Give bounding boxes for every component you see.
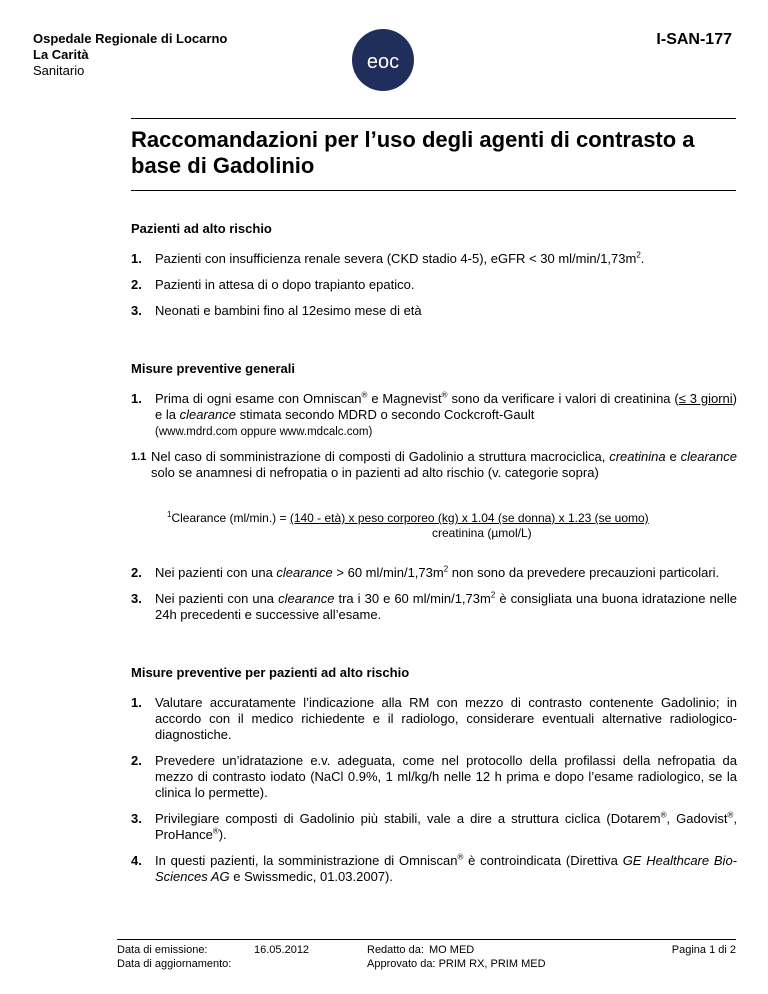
section-heading-high-risk: Pazienti ad alto rischio [131,221,272,236]
list-item: 2. Nei pazienti con una clearance > 60 $ml/\min/1,73m^2$ non sono da prevedere precauzioni particolari. [131,564,720,580]
section-heading-general-measures: Misure preventive generali [131,361,296,376]
list-item: 1. Prima di ogni esame con Omniscan® e Magnevist® sono da verificare i valori di creatinina (≤ 3 giorni) e la clearance stimata secondo MDRD o secondo Cockcroft-Gault (www.mdrd.com oppure www.mdcalc.com) [131,390,738,438]
list-item: 2. Pazienti in attesa di o dopo trapianto epatico. [131,277,415,292]
list-item: 2. Prevedere un’idratazione e.v. adeguata, come nel protocollo della profilassi della nefropatia da mezzo di contrasto iodato (NaCl 0.9%, 1 ml/kg/h nelle 12 h prima e dopo l’esame radiologico, se la clinica lo permette). [131,753,737,800]
eoc-logo [351,28,415,92]
issue-date: 16.05.2012 [254,944,310,956]
document-id: I-SAN-177 [656,31,732,48]
page-number: Pagina 1 di 2 [671,944,736,956]
written-by: MO MED [429,944,475,956]
list-item: 3. Nei pazienti con una clearance tra i 30 e 60 $ml/\min/1,73m^2$ è consigliata una buona idratazione nelle 24h precedenti e successive all’esame. [131,590,738,622]
section-heading-high-risk-measures: Misure preventive per pazienti ad alto rischio [131,665,410,680]
formula-denominator: creatinina (µmol/L) [432,526,532,540]
list-item: 3. Privilegiare composti di Gadolinio più stabili, vale a dire a struttura ciclica (Dotarem®, Gadovist®, ProHance®). [131,810,737,842]
hospital-header [33,31,227,79]
approved-by: PRIM RX, PRIM MED [438,958,546,970]
update-date-label: Data di aggiornamento: [117,958,232,970]
list-item: 1. Valutare accuratamente l’indicazione alla RM con mezzo di contrasto contenente Gadolinio; in accordo con il medico richiedente e il radiologo, considerare eventuali alternative radiologico-diagnostiche. [131,695,737,742]
approved-by-label: Approvato da: [367,958,436,970]
written-by-label: Redatto da: [367,944,424,956]
title-top-rule [131,118,736,119]
reference-links: (www.mdrd.com oppure www.mdcalc.com) [155,426,373,438]
list-item: 4. In questi pazienti, la somministrazione di Omniscan® è controindicata (Direttiva GE Healthcare Bio-Sciences AG e Swissmedic, 01.03.2007). [131,852,738,884]
document-body [131,221,737,885]
title-bottom-rule [131,190,736,191]
issue-date-label: Data di emissione: [117,944,208,956]
hospital-name: Ospedale Regionale di Locarno [33,31,228,46]
list-item: 1. Pazienti con insufficienza renale severa (CKD stadio 4-5), eGFR < 30 $ml/\min/1,73m^2$. [131,250,645,266]
clearance-formula: $^1$Clearance (ml/min.) = (140 - età) x peso corporeo (kg) x 1.04 (se donna) x 1.23 (se uomo) creatinina (µmol/L) [131,511,737,541]
page-title: Raccomandazioni per l’uso degli agenti di contrasto a base di Gadolinio [131,127,695,178]
formula-numerator: (140 - età) x peso corporeo (kg) x 1.04 (se donna) x 1.23 (se uomo) [289,511,649,525]
list-item: 1.1 Nel caso di somministrazione di composti di Gadolinio a struttura macrociclica, creatinina e clearance solo se anamnesi di nefropatia o in pazienti ad alto rischio (v. categorie sopra) [131,449,737,480]
footer-rule [117,939,736,940]
list-item: 3. Neonati e bambini fino al 12esimo mese di età [131,303,422,318]
department: Sanitario [33,63,85,78]
hospital-unit: La Carità [33,47,89,62]
logo-text: eoc [366,51,400,73]
page-footer [117,939,736,971]
